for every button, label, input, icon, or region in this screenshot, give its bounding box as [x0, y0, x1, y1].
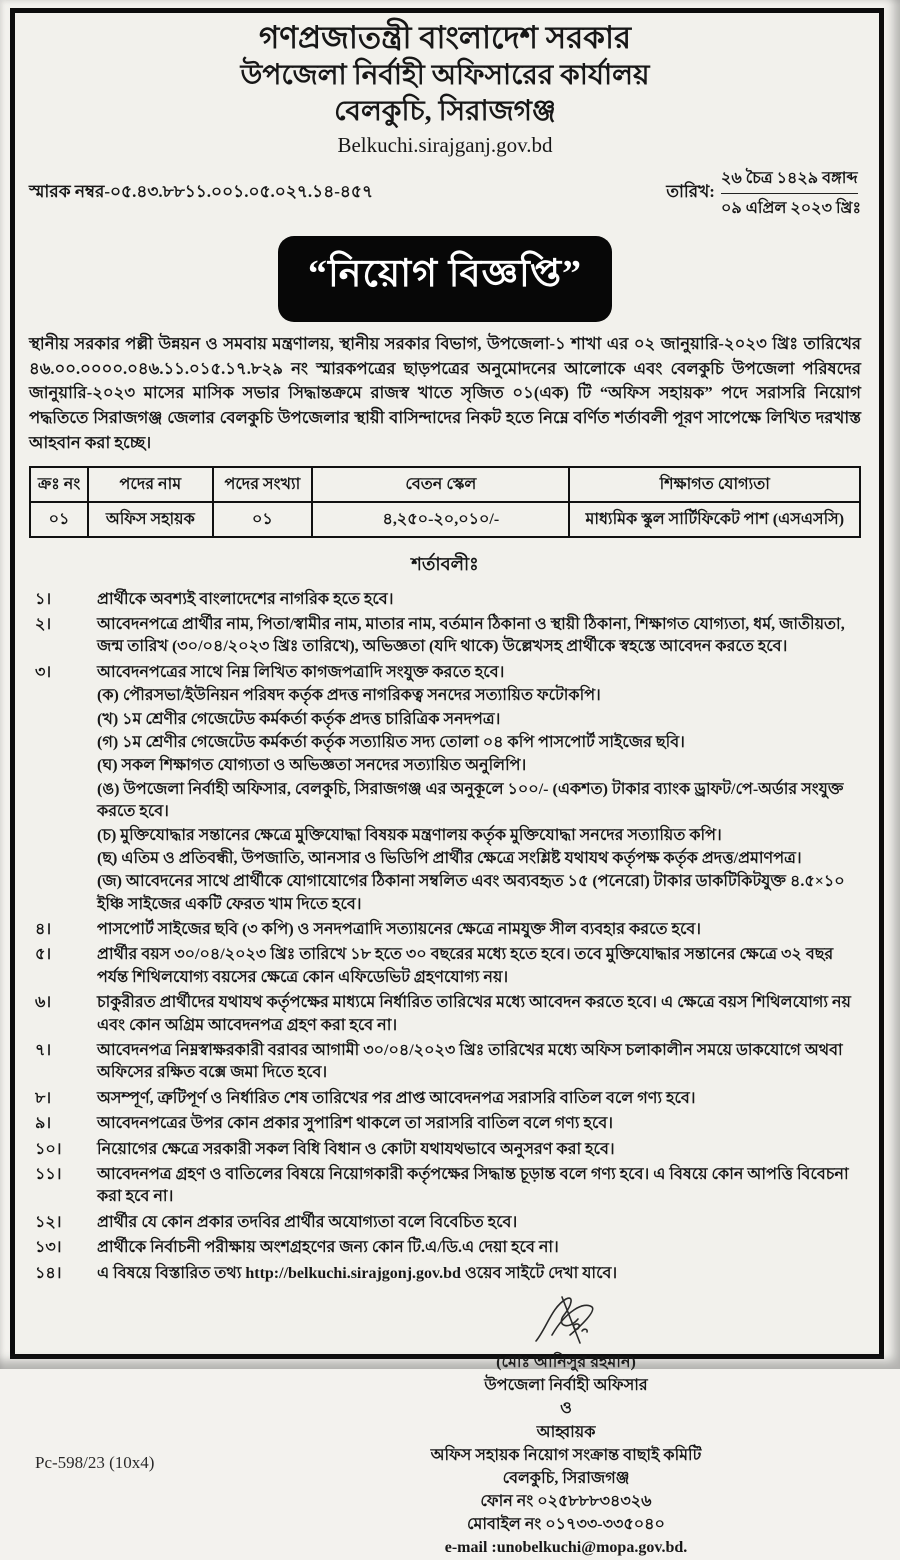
date-block	[666, 165, 861, 222]
condition-text	[97, 662, 861, 916]
condition-item-7	[29, 1040, 861, 1085]
condition-3-sub-uma: (ঙ) উপজেলা নির্বাহী অফিসার, বেলকুচি, সিরাজগঞ্জ এর অনুকূলে ১০০/- (একশত) টাকার ব্যাংক ড্রাফট/পে-অর্ডার সংযুক্ত করতে হবে।	[97, 780, 844, 821]
col-qualification: শিক্ষাগত যোগ্যতা	[569, 467, 860, 502]
condition-text: আবেদনপত্রে প্রার্থীর নাম, পিতা/স্বামীর নাম, মাতার নাম, বর্তমান ঠিকানা ও স্থায়ী ঠিকানা, শিক্ষাগত যোগ্যতা, ধর্ম, জাতীয়তা, জন্ম তারিখ (৩০/০৪/২০২৩ খ্রিঃ তারিখে), অভিজ্ঞতা (যদি থাকে) উল্লেখসহ প্রার্থীকে স্বহস্তে আবেদন করতে হবে।	[97, 616, 845, 656]
condition-text: এ বিষয়ে বিস্তারিত তথ্য http://belkuchi.sirajgonj.gov.bd ওয়েব সাইটে দেখা যাবে।	[97, 1264, 618, 1282]
condition-item-3	[29, 662, 861, 916]
condition-number: ১০।	[35, 1140, 62, 1158]
condition-number: ৬।	[35, 994, 52, 1012]
memo-row	[29, 165, 861, 222]
condition-text: প্রার্থীর যে কোন প্রকার তদবির প্রার্থীর অযোগ্যতা বলে বিবেচিত হবে।	[97, 1213, 518, 1231]
condition-item-1	[29, 589, 861, 611]
condition-item-11	[29, 1164, 861, 1209]
condition-3-sub-kha: (খ) ১ম শ্রেণীর গেজেটেড কর্মকর্তা কর্তৃক প্রদত্ত চারিত্রিক সনদপত্র।	[97, 710, 501, 728]
mobile-number: মোবাইল নং ০১৭৩৩-৩৩৫০৪০	[467, 1516, 665, 1534]
signatory-name: (মোঃ আনিসুর রহমান)	[496, 1353, 636, 1371]
notice-badge: “নিয়োগ বিজ্ঞপ্তি”	[278, 236, 612, 322]
condition-number: ১৪।	[35, 1264, 62, 1282]
condition-number: ২।	[35, 616, 52, 634]
phone-number: ফোন নং ০২৫৮৮৮৩৪৩২৬	[480, 1493, 652, 1511]
office-website: Belkuchi.sirajganj.gov.bd	[337, 132, 553, 157]
date-gregorian: ০৯ এপ্রিল ২০২৩ খ্রিঃ	[720, 199, 861, 217]
memo-number: স্মারক নম্বর-০৫.৪৩.৮৮১১.০০১.০৫.০২৭.১৪-৪৫৭	[29, 182, 374, 202]
date-bangla: ২৬ চৈত্র ১৪২৯ বঙ্গাব্দ	[721, 165, 858, 194]
conditions-list	[29, 589, 861, 1285]
committee-place: বেলকুচি, সিরাজগঞ্জ	[502, 1469, 630, 1487]
table-row	[30, 502, 860, 537]
condition-number: ১২।	[35, 1213, 62, 1231]
condition-item-10	[29, 1139, 861, 1161]
government-title: গণপ্রজাতন্ত্রী বাংলাদেশ সরকার	[258, 20, 632, 55]
committee-name: অফিস সহায়ক নিয়োগ সংক্রান্ত বাছাই কমিটি	[430, 1446, 702, 1464]
col-post-name: পদের নাম	[88, 467, 213, 502]
document-page	[10, 8, 884, 1557]
email-address: e-mail :unobelkuchi@mopa.gov.bd.	[444, 1539, 688, 1557]
condition-item-13	[29, 1237, 861, 1259]
cell-qualification: মাধ্যমিক স্কুল সার্টিফিকেট পাশ (এসএসসি)	[569, 502, 860, 537]
document-header	[29, 19, 861, 159]
date-label: তারিখ:	[666, 182, 715, 202]
conditions-title: শর্তাবলীঃ	[411, 553, 479, 574]
print-code: Pc-598/23 (10x4)	[35, 1452, 155, 1472]
condition-item-6	[29, 992, 861, 1037]
condition-number: ৩।	[35, 663, 52, 681]
condition-3-sub-ga: (গ) ১ম শ্রেণীর গেজেটেড কর্মকর্তা কর্তৃক সত্যায়িত সদ্য তোলা ০৪ কপি পাসপোর্ট সাইজের ছবি।	[97, 733, 685, 751]
condition-number: ১১।	[35, 1166, 62, 1183]
condition-3-intro: আবেদনপত্রের সাথে নিম্ন লিখিত কাগজপত্রাদি সংযুক্ত করতে হবে।	[97, 663, 505, 681]
date-values	[721, 165, 861, 222]
signatory-conjunction: ও	[560, 1400, 572, 1418]
condition-3-sub-cha: (চ) মুক্তিযোদ্ধার সন্তানের ক্ষেত্রে মুক্তিযোদ্ধা বিষয়ক মন্ত্রণালয় কর্তৃক মুক্তিযোদ্ধা সনদের সত্যায়িত কপি।	[97, 826, 722, 844]
condition-3-sub-gha: (ঘ) সকল শিক্ষাগত যোগ্যতা ও অভিজ্ঞতা সনদের সত্যায়িত অনুলিপি।	[97, 757, 527, 775]
cell-pay-scale: ৪,২৫০-২০,০১০/-	[312, 502, 569, 537]
condition-text: প্রার্থীকে নির্বাচনী পরীক্ষায় অংশগ্রহণের জন্য কোন টি.এ/ডি.এ দেয়া হবে না।	[97, 1239, 559, 1257]
condition-3-sub-ja: (জ) আবেদনের সাথে প্রার্থীকে যোগাযোগের ঠিকানা সম্বলিত এবং অব্যবহৃত ১৫ (পনেরো) টাকার ডাকটিকিটযুক্ত ৪.৫×১০ ইঞ্চি সাইজের একটি ফেরত খাম দিতে হবে।	[97, 873, 845, 913]
condition-number: ১।	[35, 590, 52, 608]
signature-area	[29, 1291, 861, 1557]
condition-item-5	[29, 944, 861, 989]
condition-number: ৮।	[35, 1089, 52, 1107]
condition-item-9	[29, 1113, 861, 1135]
condition-item-2	[29, 614, 861, 659]
condition-number: ১৩।	[35, 1239, 62, 1257]
condition-text: আবেদনপত্র নিম্নস্বাক্ষরকারী বরাবর আগামী ৩০/০৪/২০২৩ খ্রিঃ তারিখের মধ্যে অফিস চলাকালীন সময়ে ডাকযোগে অথবা অফিসের রক্ষিত বক্সে জমা দিতে হবে।	[97, 1042, 843, 1082]
condition-3-sub-ka: (ক) পৌরসভা/ইউনিয়ন পরিষদ কর্তৃক প্রদত্ত নাগরিকত্ব সনদের সত্যায়িত ফটোকপি।	[97, 687, 601, 705]
condition-text: নিয়োগের ক্ষেত্রে সরকারী সকল বিধি বিধান ও কোটা যথাযথভাবে অনুসরণ করা হবে।	[97, 1140, 615, 1158]
condition-text: পাসপোর্ট সাইজের ছবি (৩ কপি) ও সনদপত্রাদি সত্যায়নের ক্ষেত্রে নামযুক্ত সীল ব্যবহার করতে হবে।	[97, 921, 701, 939]
intro-paragraph: স্থানীয় সরকার পল্লী উন্নয়ন ও সমবায় মন্ত্রণালয়, স্থানীয় সরকার বিভাগ, উপজেলা-১ শাখা এর ০২ জানুয়ারি-২০২৩ খ্রিঃ তারিখের ৪৬.০০.০০০০.০৪৬.১১.০১৫.১৭.৮২৯ নং স্মারকপত্রের ছাড়পত্রের অনুমোদনের আলোকে এবং বেলকুচি উপজেলা পরিষদের জানুয়ারি-২০২৩ মাসের মাসিক সভার সিদ্ধান্তক্রমে রাজস্ব খাতে সৃজিত ০১(এক) টি “অফিস সহায়ক” পদে সরাসরি নিয়োগ পদ্ধতিতে সিরাজগঞ্জ জেলার বেলকুচি উপজেলার স্থায়ী বাসিন্দাদের নিকট হতে নিম্নে বর্ণিত শর্তাবলী পূরণ সাপেক্ষে লিখিত দরখাস্ত আহবান করা হচ্ছে।	[29, 333, 861, 452]
office-location: বেলকুচি, সিরাজগঞ্জ	[334, 96, 556, 128]
condition-3-sub-chha: (ছ) এতিম ও প্রতিবন্ধী, উপজাতি, আনসার ও ভিডিপি প্রার্থীর ক্ষেত্রে সংশ্লিষ্ট যথাযথ কর্তৃপক্ষ কর্তৃক প্রদত্ত/প্রমাণপত্র।	[97, 849, 802, 867]
condition-item-14	[29, 1263, 861, 1285]
condition-number: ৪।	[35, 921, 52, 939]
col-post-count: পদের সংখ্যা	[213, 467, 313, 502]
signature-icon	[522, 1291, 610, 1353]
condition-number: ৯।	[35, 1115, 52, 1133]
condition-text: প্রার্থীর বয়স ৩০/০৪/২০২৩ খ্রিঃ তারিখে ১৮ হতে ৩০ বছরের মধ্যে হতে হবে। তবে মুক্তিযোদ্ধার সন্তানের ক্ষেত্রে ৩২ বছর পর্যন্ত শিথিলযোগ্য বয়সের ক্ষেত্রে কোন এফিডেভিট গ্রহণযোগ্য নয়।	[97, 946, 834, 986]
condition-text: অসম্পূর্ণ, ত্রুটিপূর্ণ ও নির্ধারিত শেষ তারিখের পর প্রাপ্ত আবেদনপত্র সরাসরি বাতিল বলে গণ্য হবে।	[97, 1089, 696, 1107]
condition-item-4	[29, 919, 861, 941]
condition-text: চাকুরীরত প্রার্থীদের যথাযথ কর্তৃপক্ষের মাধ্যমে নির্ধারিত তারিখের মধ্যে আবেদন করতে হবে। এ ক্ষেত্রে বয়স শিথিলযোগ্য নয় এবং কোন অগ্রিম আবেদনপত্র গ্রহণ করা হবে না।	[97, 994, 851, 1034]
signatory-title: উপজেলা নির্বাহী অফিসার	[484, 1377, 648, 1395]
cell-post-name: অফিস সহায়ক	[88, 502, 213, 537]
notice-badge-row	[29, 236, 861, 322]
condition-number: ৫।	[35, 946, 52, 964]
condition-item-12	[29, 1212, 861, 1234]
signature-block	[331, 1291, 801, 1560]
signatory-role: আহ্বায়ক	[536, 1423, 596, 1441]
office-name: উপজেলা নির্বাহী অফিসারের কার্যালয়	[240, 59, 650, 91]
post-table	[29, 466, 861, 538]
condition-text: প্রার্থীকে অবশ্যই বাংলাদেশের নাগরিক হতে হবে।	[97, 590, 394, 608]
condition-text: আবেদনপত্রের উপর কোন প্রকার সুপারিশ থাকলে তা সরাসরি বাতিল বলে গণ্য হবে।	[97, 1115, 614, 1133]
col-pay-scale: বেতন স্কেল	[312, 467, 569, 502]
condition-text: আবেদনপত্র গ্রহণ ও বাতিলের বিষয়ে নিয়োগকারী কর্তৃপক্ষের সিদ্ধান্ত চূড়ান্ত বলে গণ্য হবে। এ বিষয়ে কোন আপত্তি বিবেচনা করা হবে না।	[97, 1166, 849, 1206]
table-header-row	[30, 467, 860, 502]
condition-number: ৭।	[35, 1042, 52, 1060]
col-serial: ক্রঃ নং	[30, 467, 88, 502]
condition-item-8	[29, 1088, 861, 1110]
cell-serial: ০১	[30, 502, 88, 537]
cell-post-count: ০১	[213, 502, 313, 537]
